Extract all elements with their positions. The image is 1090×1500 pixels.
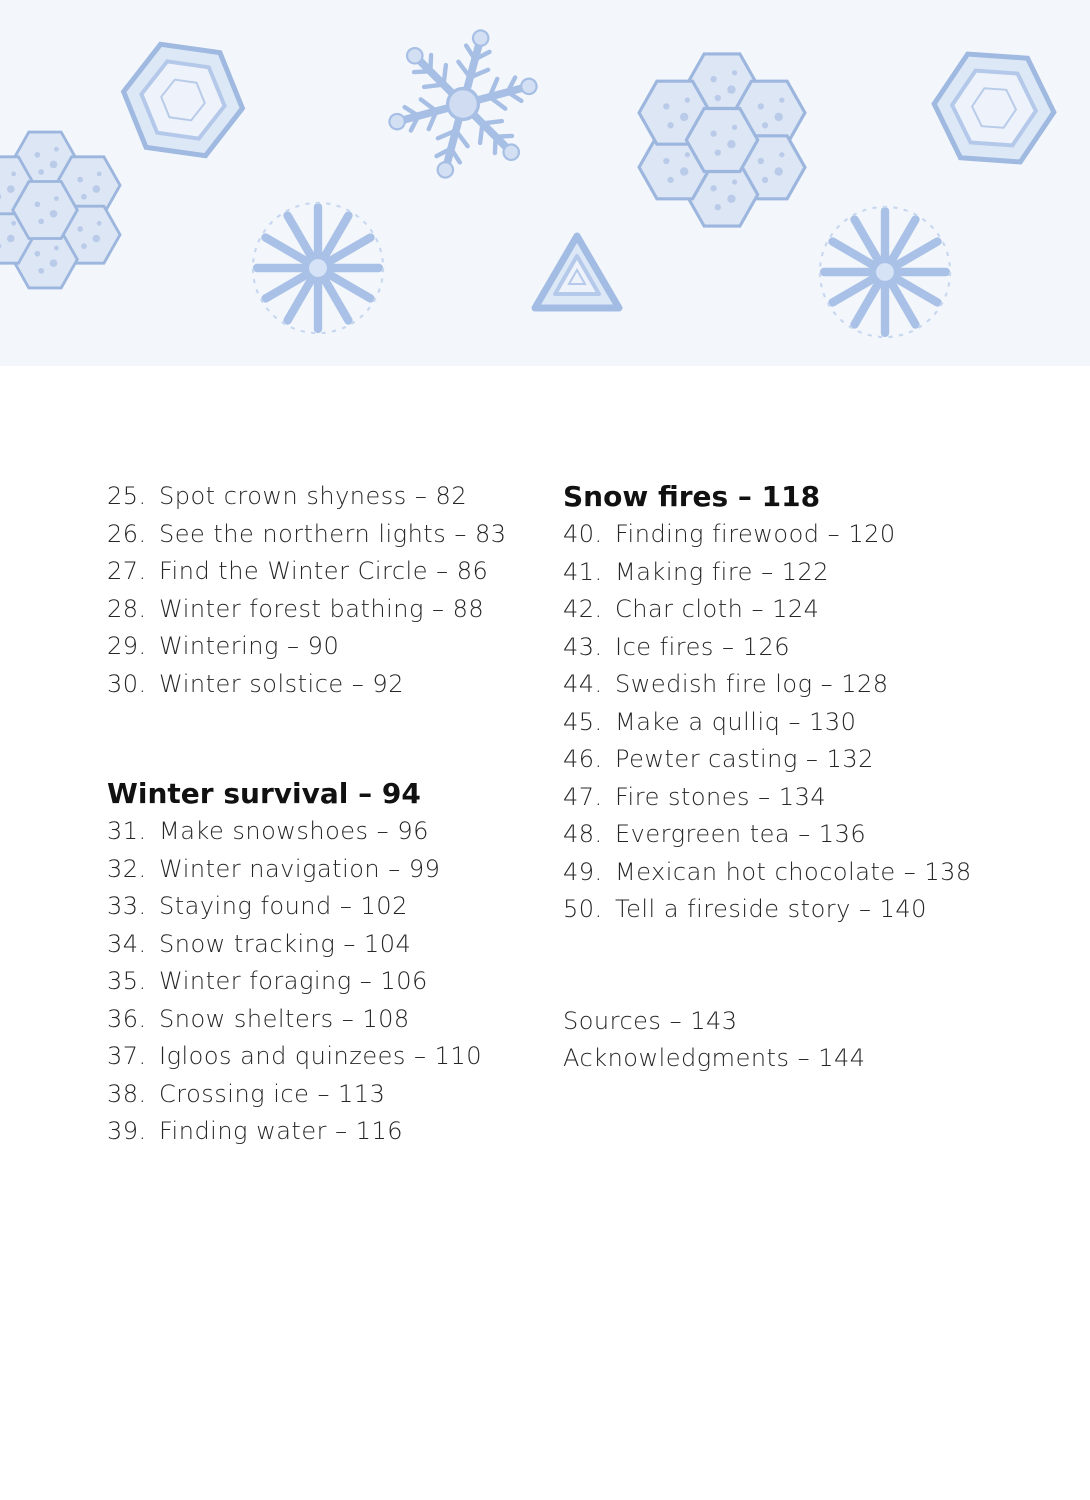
toc-entry-25[interactable]: 25. Spot crown shyness – 82 <box>107 482 468 510</box>
toc-entry-44[interactable]: 44. Swedish fire log – 128 <box>563 670 889 698</box>
snowflake-illustration <box>0 0 1090 366</box>
toc-entry-48[interactable]: 48. Evergreen tea – 136 <box>563 820 867 848</box>
toc-entry-32[interactable]: 32. Winter navigation – 99 <box>107 854 441 883</box>
toc-entry-31[interactable]: 31. Make snowshoes – 96 <box>107 817 429 845</box>
toc-group-snow-fires <box>563 516 1023 929</box>
toc-entry-34[interactable]: 34. Snow tracking – 104 <box>107 929 412 958</box>
triangle-crystal <box>535 236 619 308</box>
toc-entry-35[interactable]: 35. Winter foraging – 106 <box>107 967 428 995</box>
toc-entry-37[interactable]: 37. Igloos and quinzees – 110 <box>107 1042 482 1070</box>
section-heading-snow-fires[interactable]: Snow fires – 118 <box>563 480 821 513</box>
toc-entry-50[interactable]: 50. Tell a fireside story – 140 <box>563 895 927 923</box>
toc-entry-38[interactable]: 38. Crossing ice – 113 <box>107 1079 386 1108</box>
toc-group-winter-survival <box>107 813 537 1151</box>
section-heading-winter-survival[interactable]: Winter survival – 94 <box>107 777 421 810</box>
toc-entry-27[interactable]: 27. Find the Winter Circle – 86 <box>107 557 489 585</box>
toc-entry-40[interactable]: 40. Finding firewood – 120 <box>563 520 896 548</box>
toc-backmatter <box>563 1003 1023 1078</box>
toc-entry-39[interactable]: 39. Finding water – 116 <box>107 1117 404 1145</box>
toc-right-column <box>563 478 1023 1078</box>
toc-group-outdoors <box>107 478 537 703</box>
toc-entry-45[interactable]: 45. Make a qulliq – 130 <box>563 707 857 736</box>
toc-entry-29[interactable]: 29. Wintering – 90 <box>107 632 340 660</box>
toc-entry-41[interactable]: 41. Making fire – 122 <box>563 557 830 586</box>
toc-entry-26[interactable]: 26. See the northern lights – 83 <box>107 519 507 548</box>
spacer <box>563 929 1023 1003</box>
toc-entry-43[interactable]: 43. Ice fires – 126 <box>563 632 790 661</box>
snowflake-banner <box>0 0 1090 366</box>
toc-entry-33[interactable]: 33. Staying found – 102 <box>107 892 408 920</box>
toc-entry-30[interactable]: 30. Winter solstice – 92 <box>107 669 404 698</box>
toc-entry-sources[interactable]: Sources – 143 <box>563 1006 738 1035</box>
toc-entry-49[interactable]: 49. Mexican hot chocolate – 138 <box>563 857 972 886</box>
toc-entry-acknowledgments[interactable]: Acknowledgments – 144 <box>563 1044 866 1072</box>
toc-entry-28[interactable]: 28. Winter forest bathing – 88 <box>107 594 485 623</box>
toc-entry-46[interactable]: 46. Pewter casting – 132 <box>563 745 874 773</box>
spacer <box>107 703 537 775</box>
toc-entry-42[interactable]: 42. Char cloth – 124 <box>563 595 820 623</box>
toc-left-column <box>107 478 537 1151</box>
toc-entry-47[interactable]: 47. Fire stones – 134 <box>563 782 827 811</box>
toc-entry-36[interactable]: 36. Snow shelters – 108 <box>107 1004 410 1033</box>
